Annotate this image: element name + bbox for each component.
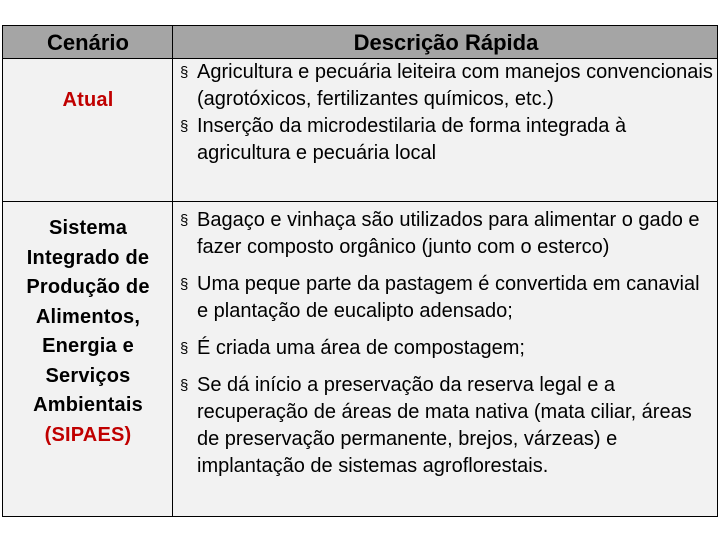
list-item: § Agricultura e pecuária leiteira com manejos convencionais (agrotóxicos, fertilizantes químicos, etc.): [180, 61, 713, 110]
list-item: § Uma peque parte da pastagem é convertida em canavial e plantação de eucalipto adensado;: [180, 273, 700, 322]
list-item: § Inserção da microdestilaria de forma integrada à agricultura e pecuária local: [180, 115, 627, 164]
row-label-sipaes: Sistema Integrado de Produção de Alimentos, Energia e Serviços Ambientais (SIPAES): [26, 217, 150, 446]
row-label-atual: Atual: [62, 89, 114, 111]
bullet-icon: §: [180, 340, 189, 357]
bullet-icon: §: [180, 377, 189, 394]
bullet-icon: §: [180, 118, 189, 135]
table-header: [3, 26, 717, 59]
scenario-table: [2, 25, 718, 517]
header-cenario: Cenário: [47, 30, 129, 55]
bullet-icon: §: [180, 276, 189, 293]
bullet-icon: §: [180, 64, 189, 81]
bullet-icon: §: [180, 212, 189, 229]
list-item: § Se dá início a preservação da reserva legal e a recuperação de áreas de mata nativa (mata ciliar, áreas de preservação permanente, brejos, várzeas) e implantação de sistemas agroflorestais.: [180, 374, 692, 477]
row-desc-sipaes: [179, 207, 715, 480]
list-item: § É criada uma área de compostagem;: [179, 335, 715, 362]
row-desc-atual: [179, 59, 715, 167]
list-item: § Bagaço e vinhaça são utilizados para alimentar o gado e fazer composto orgânico (junto com o esterco): [180, 209, 700, 258]
header-descricao: Descrição Rápida: [353, 30, 539, 55]
row-divider: [3, 201, 717, 202]
